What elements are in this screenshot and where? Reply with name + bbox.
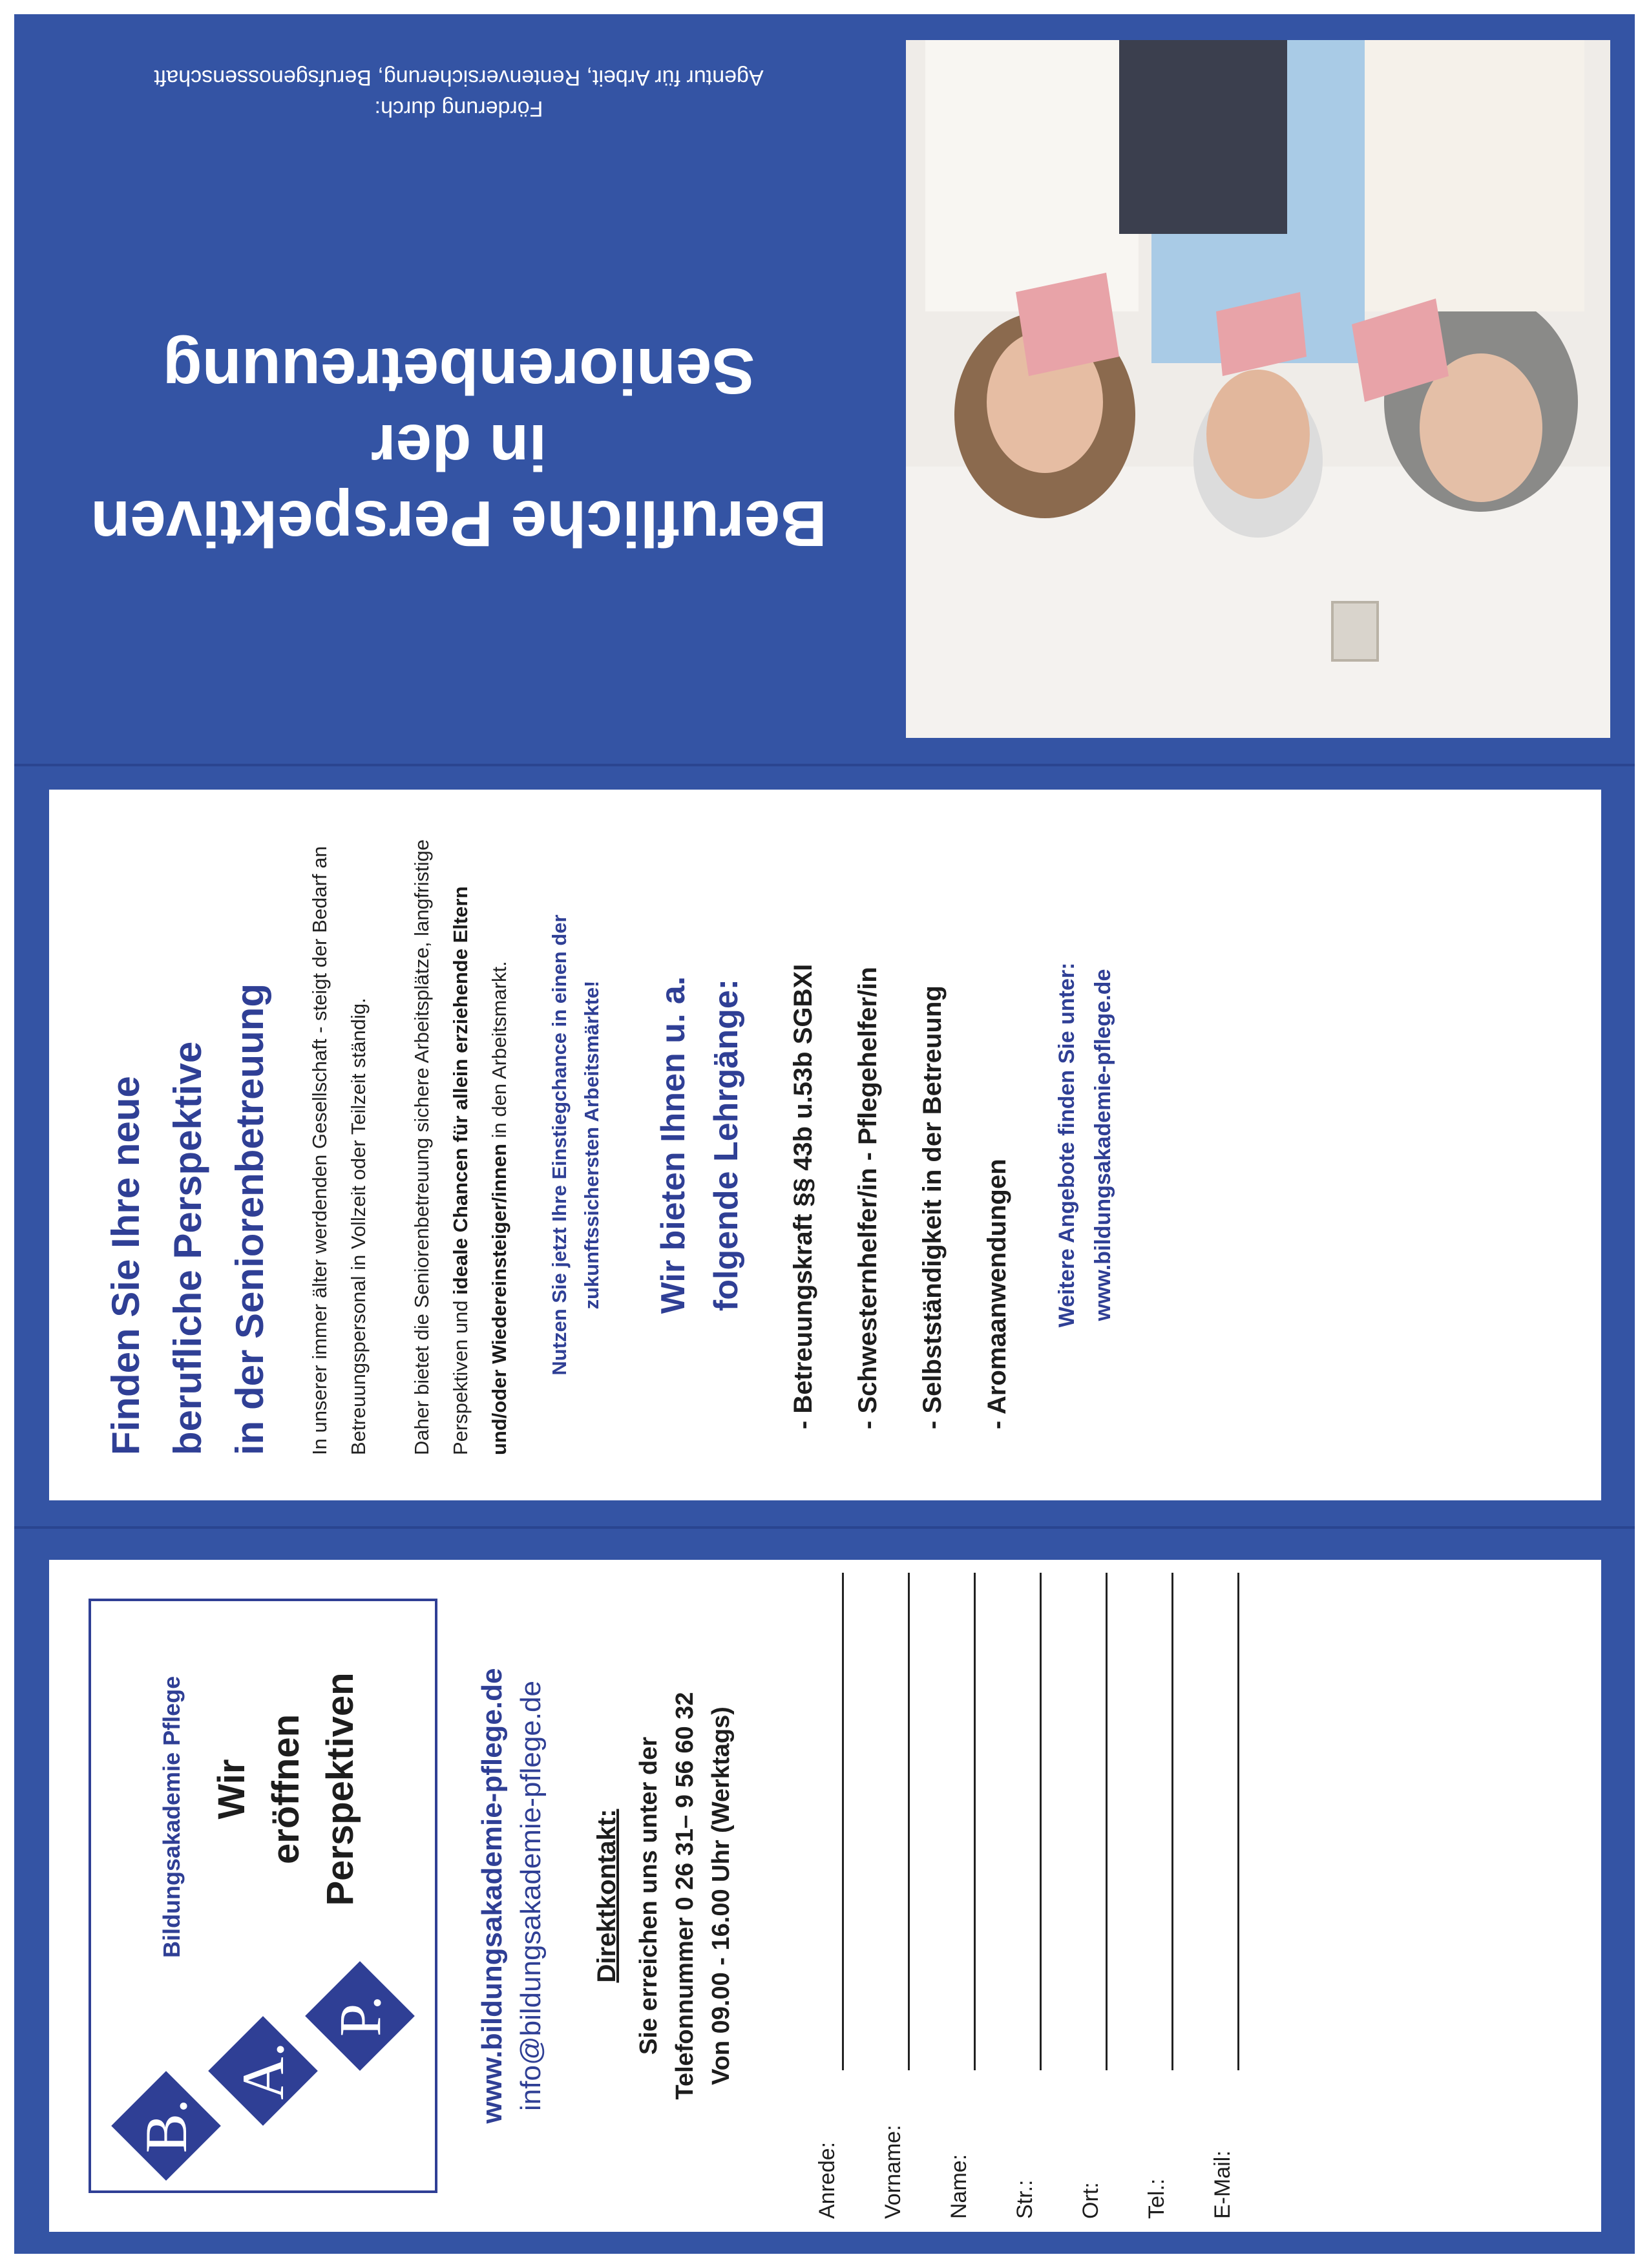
courses-heading-line2: folgende Lehrgänge: xyxy=(708,978,745,1312)
benefits-paragraph xyxy=(403,835,519,1455)
more-offers-url[interactable]: www.bildungsakademie-pflege.de xyxy=(1091,969,1115,1321)
cover-title-line3: Seniorenbetreuung xyxy=(162,335,755,407)
inside-heading-line2: berufliche Perspektive xyxy=(166,1041,209,1455)
form-row xyxy=(1042,1573,1108,2219)
logo-letter-p: P. xyxy=(327,1995,393,2037)
funding-label: Förderung durch: xyxy=(374,96,543,121)
slogan-line3: Perspektiven xyxy=(319,1672,361,1906)
course-item: - Selbstständigkeit in der Betreuung xyxy=(918,985,947,1429)
bap-logo xyxy=(114,1977,412,2171)
email-field[interactable] xyxy=(1199,1573,1239,2070)
course-list xyxy=(771,835,1029,1455)
funding-text: Agentur für Arbeit, Rentenversicherung, Berufsgenossenschaft xyxy=(154,65,764,90)
city-field[interactable] xyxy=(1067,1573,1108,2070)
call-to-action: Nutzen Sie jetzt Ihre Einstiegchance in einen der zukunftssichersten Arbeitsmärkte! xyxy=(548,914,603,1376)
slogan xyxy=(205,1621,368,1958)
benefits-text-end: in den Arbeitsmarkt. xyxy=(488,961,510,1144)
logo-box xyxy=(89,1599,437,2193)
courses-heading xyxy=(647,835,753,1455)
contact-phone: Telefonnummer 0 26 31– 9 56 60 32 xyxy=(671,1692,698,2100)
contact-hours: Von 09.00 - 16.00 Uhr (Werktags) xyxy=(708,1706,735,2085)
form-row xyxy=(910,1573,976,2219)
org-name: Bildungsakademie Pflege xyxy=(158,1675,185,1958)
course-item: - Betreuungskraft §§ 43b u.53b SGBXI xyxy=(789,963,817,1429)
intro-paragraph: In unserer immer älter werdenden Gesellschaft - steigt der Bedarf an Betreuungspersonal in Vollzeit oder Teilzeit ständig. xyxy=(308,846,370,1455)
form-row xyxy=(778,1573,844,2219)
form-label-name: Name: xyxy=(947,2154,971,2219)
vorname-field[interactable] xyxy=(869,1573,910,2070)
form-row xyxy=(976,1573,1042,2219)
fold-line-top xyxy=(14,764,1635,766)
form-row xyxy=(844,1573,910,2219)
logo-letter-b: B. xyxy=(133,2098,199,2154)
cover-title-line1: Berufliche Perspektiven xyxy=(90,487,827,560)
logo-letter-a: A. xyxy=(230,2042,296,2100)
fold-line-bottom xyxy=(14,1526,1635,1529)
website-link[interactable]: www.bildungsakademie-pflege.de xyxy=(476,1668,508,2124)
form-label-email: E-Mail: xyxy=(1210,2150,1235,2219)
form-label-ort: Ort: xyxy=(1078,2182,1103,2219)
contact-panel xyxy=(49,1560,1601,2232)
form-label-anrede: Anrede: xyxy=(815,2141,839,2219)
cover-panel xyxy=(14,14,1635,764)
more-offers xyxy=(1049,835,1121,1455)
phone-field[interactable] xyxy=(1133,1573,1173,2070)
courses-heading-line1: Wir bieten Ihnen u. a. xyxy=(655,976,692,1314)
name-field[interactable] xyxy=(935,1573,976,2070)
contact-title: Direktkontakt: xyxy=(593,1809,621,1983)
slogan-line1: Wir xyxy=(211,1759,253,1820)
form-row xyxy=(1108,1573,1173,2219)
form-label-strasse: Str.: xyxy=(1013,2179,1037,2219)
seniors-playing-cards-photo xyxy=(906,40,1610,738)
photo-illustration xyxy=(906,40,1610,738)
inside-heading-line1: Finden Sie Ihre neue xyxy=(104,1076,147,1455)
inside-heading-line3: in der Seniorenbetreuung xyxy=(228,983,271,1455)
benefits-text-start: Daher bietet die Seniorenbetreuung sichere Arbeitsplätze, langfristige Perspektiven und xyxy=(410,839,472,1455)
inside-panel xyxy=(49,790,1601,1500)
form-label-tel: Tel.: xyxy=(1144,2178,1169,2219)
inside-heading xyxy=(95,835,281,1455)
anrede-field[interactable] xyxy=(803,1573,844,2070)
benefits-text-bold: ideale Chancen für allein erziehende Eltern und/oder Wiedereinsteiger/innen xyxy=(449,886,510,1455)
street-field[interactable] xyxy=(1001,1573,1042,2070)
contact-line1: Sie erreichen uns unter der xyxy=(635,1736,662,2055)
form-label-vorname: Vorname: xyxy=(881,2125,905,2219)
form-row xyxy=(1173,1573,1239,2219)
course-item: - Aromaanwendungen xyxy=(983,1159,1011,1429)
more-offers-label: Weitere Angebote finden Sie unter: xyxy=(1055,962,1079,1328)
flyer-sheet xyxy=(14,14,1635,2254)
course-item: - Schwesternhelfer/in - Pflegehelfer/in xyxy=(854,967,882,1429)
slogan-line2: eröffnen xyxy=(265,1714,307,1864)
contact-form xyxy=(778,1573,1239,2219)
cover-title-line2: in der xyxy=(370,411,547,483)
email-link[interactable]: info@bildungsakademie-pflege.de xyxy=(515,1681,547,2111)
